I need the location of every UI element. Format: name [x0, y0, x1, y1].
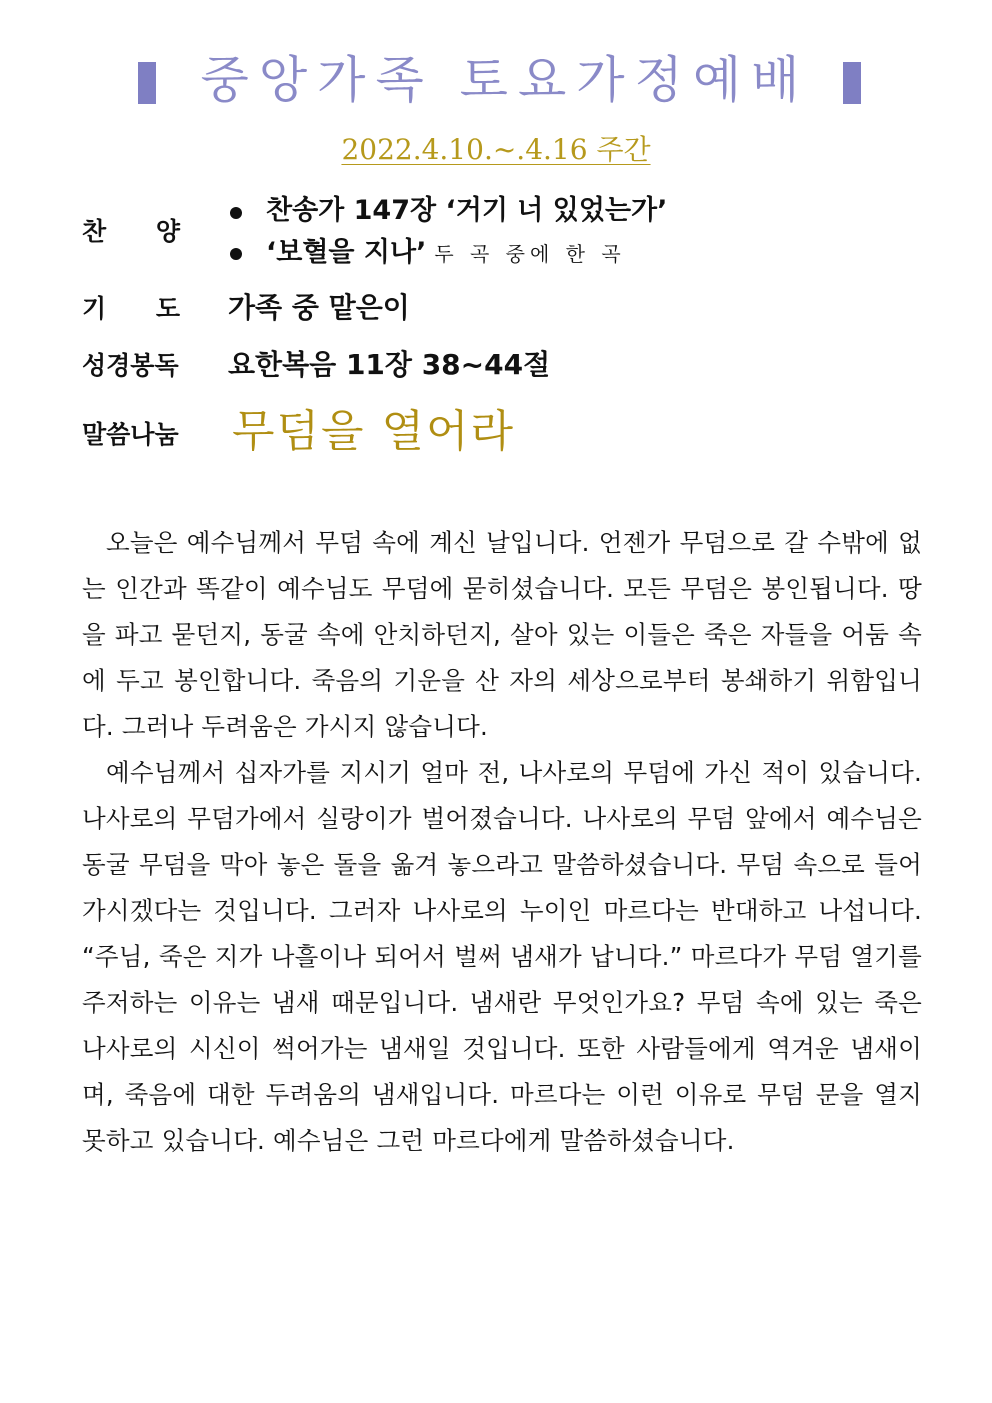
prayer-label-char-2: 도 — [155, 294, 180, 323]
hymn-label-char-1: 찬 — [82, 217, 107, 246]
prayer-value: 가족 중 맡은이 — [228, 291, 410, 324]
sermon-body — [82, 520, 922, 1164]
sermon-title: 무덤을 열어라 — [232, 406, 516, 457]
title-row — [0, 42, 992, 122]
hymn-label — [82, 215, 182, 249]
hymn-label-char-2: 양 — [155, 217, 180, 246]
scripture-label: 성경봉독 — [82, 351, 179, 380]
prayer-label-char-1: 기 — [82, 294, 107, 323]
hymn-item-2-note: 두 곡 중에 한 곡 — [434, 242, 626, 266]
title-left-bar — [138, 62, 156, 104]
body-paragraph-2: 예수님께서 십자가를 지시기 얼마 전, 나사로의 무덤에 가신 적이 있습니다. 나사로의 무덤가에서 실랑이가 벌어졌습니다. 나사로의 무덤 앞에서 예수님은 동굴 무덤을 막아 놓은 돌을 옮겨 놓으라고 말씀하셨습니다. 무덤 속으로 들어가시겠다는 것입니다. 그러자 나사로의 누이인 마르다는 반대하고 나섭니다. “주님, 죽은 지가 나흘이나 되어서 벌써 냄새가 납니다.” 마르다가 무덤 열기를 주저하는 이유는 냄새 때문입니다. 냄새란 무엇인가요? 무덤 속에 있는 죽은 나사로의 시신이 썩어가는 냄새일 것입니다. 또한 사람들에게 역겨운 냄새이며, 죽음에 대한 두려움의 냄새입니다. 마르다는 이런 이유로 무덤 문을 열지 못하고 있습니다. 예수님은 그런 마르다에게 말씀하셨습니다. — [82, 758, 922, 1155]
prayer-label — [82, 292, 182, 326]
sermon-label: 말씀나눔 — [82, 420, 179, 449]
title-right-bar — [843, 62, 861, 104]
hymn-item-2 — [266, 235, 626, 272]
page-title: 중앙가족 토요가정예배 — [200, 51, 810, 109]
hymn-item-1-text: 찬송가 147장 ‘거기 너 있었는가’ — [266, 195, 668, 226]
date-range — [0, 130, 992, 170]
scripture-value: 요한복음 11장 38~44절 — [228, 348, 551, 381]
bullet-icon — [230, 248, 242, 260]
bullet-icon — [230, 207, 242, 219]
date-range-text: 2022.4.10.~.4.16 주간 — [341, 133, 651, 166]
hymn-item-1 — [266, 193, 667, 229]
hymn-item-2-text: ‘보혈을 지나’ — [266, 237, 427, 268]
body-paragraph-1: 오늘은 예수님께서 무덤 속에 계신 날입니다. 언젠가 무덤으로 갈 수밖에 없는 인간과 똑같이 예수님도 무덤에 묻히셨습니다. 모든 무덤은 봉인됩니다. 땅을 파고 묻던지, 동굴 속에 안치하던지, 살아 있는 이들은 죽은 자들을 어둠 속에 두고 봉인합니다. 죽음의 기운을 산 자의 세상으로부터 봉쇄하기 위함입니다. 그러나 두려움은 가시지 않습니다. — [82, 528, 922, 741]
